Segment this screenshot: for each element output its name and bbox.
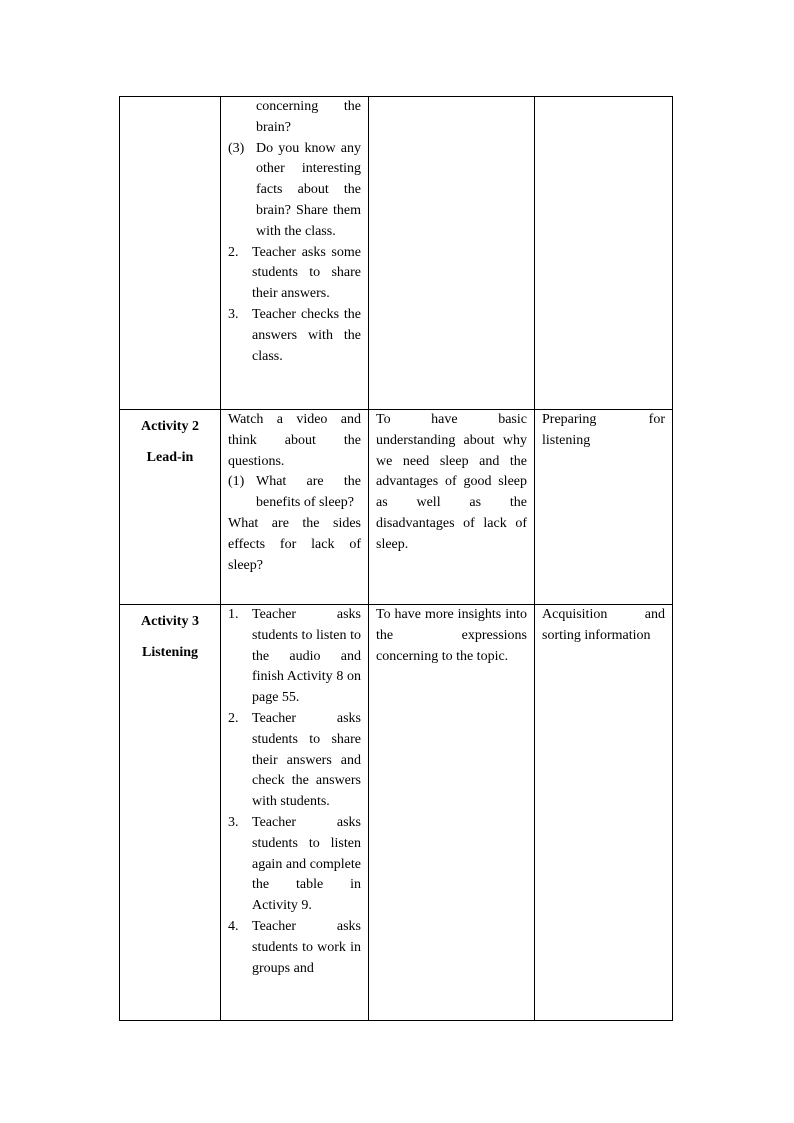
list-text: What are the benefits of sleep? <box>256 474 361 511</box>
list-item <box>228 243 361 305</box>
list-item <box>228 605 361 709</box>
activity-number: Activity 3 <box>141 614 199 629</box>
list-item <box>228 813 361 917</box>
lesson-plan-page <box>119 96 672 1021</box>
purpose-text: To have basic understanding about why we need sleep and the advantages of good sleep as well as the disadvantages of lack of sleep. <box>376 412 527 552</box>
intention-text: Acquisition and sorting information <box>542 607 665 643</box>
continued-question-text: concerning the brain? <box>256 99 361 135</box>
list-text: Teacher asks some students to share their answers. <box>252 244 361 302</box>
list-marker: (1) <box>228 474 245 490</box>
procedure-intro: Watch a video and think about the questions. <box>228 412 361 469</box>
list-text: Do you know any other interesting facts about the brain? Share them with the class. <box>256 140 361 239</box>
list-text: Teacher asks students to work in groups and <box>252 918 361 976</box>
list-marker: 3. <box>228 814 239 830</box>
list-marker: 2. <box>228 710 239 726</box>
list-text: Teacher asks students to listen again and complete the table in Activity 9. <box>252 814 361 914</box>
purpose-cell <box>369 97 535 410</box>
table-row <box>120 410 673 605</box>
purpose-cell <box>369 605 535 1021</box>
procedure-tail: What are the sides effects for lack of sleep? <box>228 515 361 573</box>
activity-number: Activity 2 <box>141 419 199 434</box>
list-item <box>228 305 361 367</box>
procedure-cell <box>221 410 369 605</box>
list-marker: 4. <box>228 918 239 934</box>
table-row <box>120 605 673 1021</box>
list-text: Teacher checks the answers with the class. <box>252 306 361 364</box>
purpose-text: To have more insights into the expressions concerning to the topic. <box>376 607 527 664</box>
list-text: Teacher asks students to listen to the audio and finish Activity 8 on page 55. <box>252 607 361 706</box>
list-marker: 3. <box>228 306 239 322</box>
activity-name: Lead-in <box>146 450 194 465</box>
activity-cell <box>120 605 221 1021</box>
list-marker: (3) <box>228 140 245 156</box>
list-item <box>228 472 361 514</box>
procedure-cell <box>221 97 369 410</box>
table-row <box>120 97 673 410</box>
intention-cell <box>535 605 673 1021</box>
intention-cell <box>535 410 673 605</box>
lesson-plan-table <box>119 96 673 1021</box>
list-item <box>228 139 361 243</box>
activity-name: Listening <box>141 645 198 660</box>
list-marker: 1. <box>228 607 239 622</box>
activity-cell <box>120 410 221 605</box>
list-item <box>228 709 361 813</box>
purpose-cell <box>369 410 535 605</box>
list-marker: 2. <box>228 244 239 260</box>
intention-text: Preparing for listening <box>542 412 665 448</box>
list-text: Teacher asks students to share their answers and check the answers with students. <box>252 710 361 810</box>
intention-cell <box>535 97 673 410</box>
procedure-cell <box>221 605 369 1021</box>
activity-cell <box>120 97 221 410</box>
list-item <box>228 917 361 979</box>
